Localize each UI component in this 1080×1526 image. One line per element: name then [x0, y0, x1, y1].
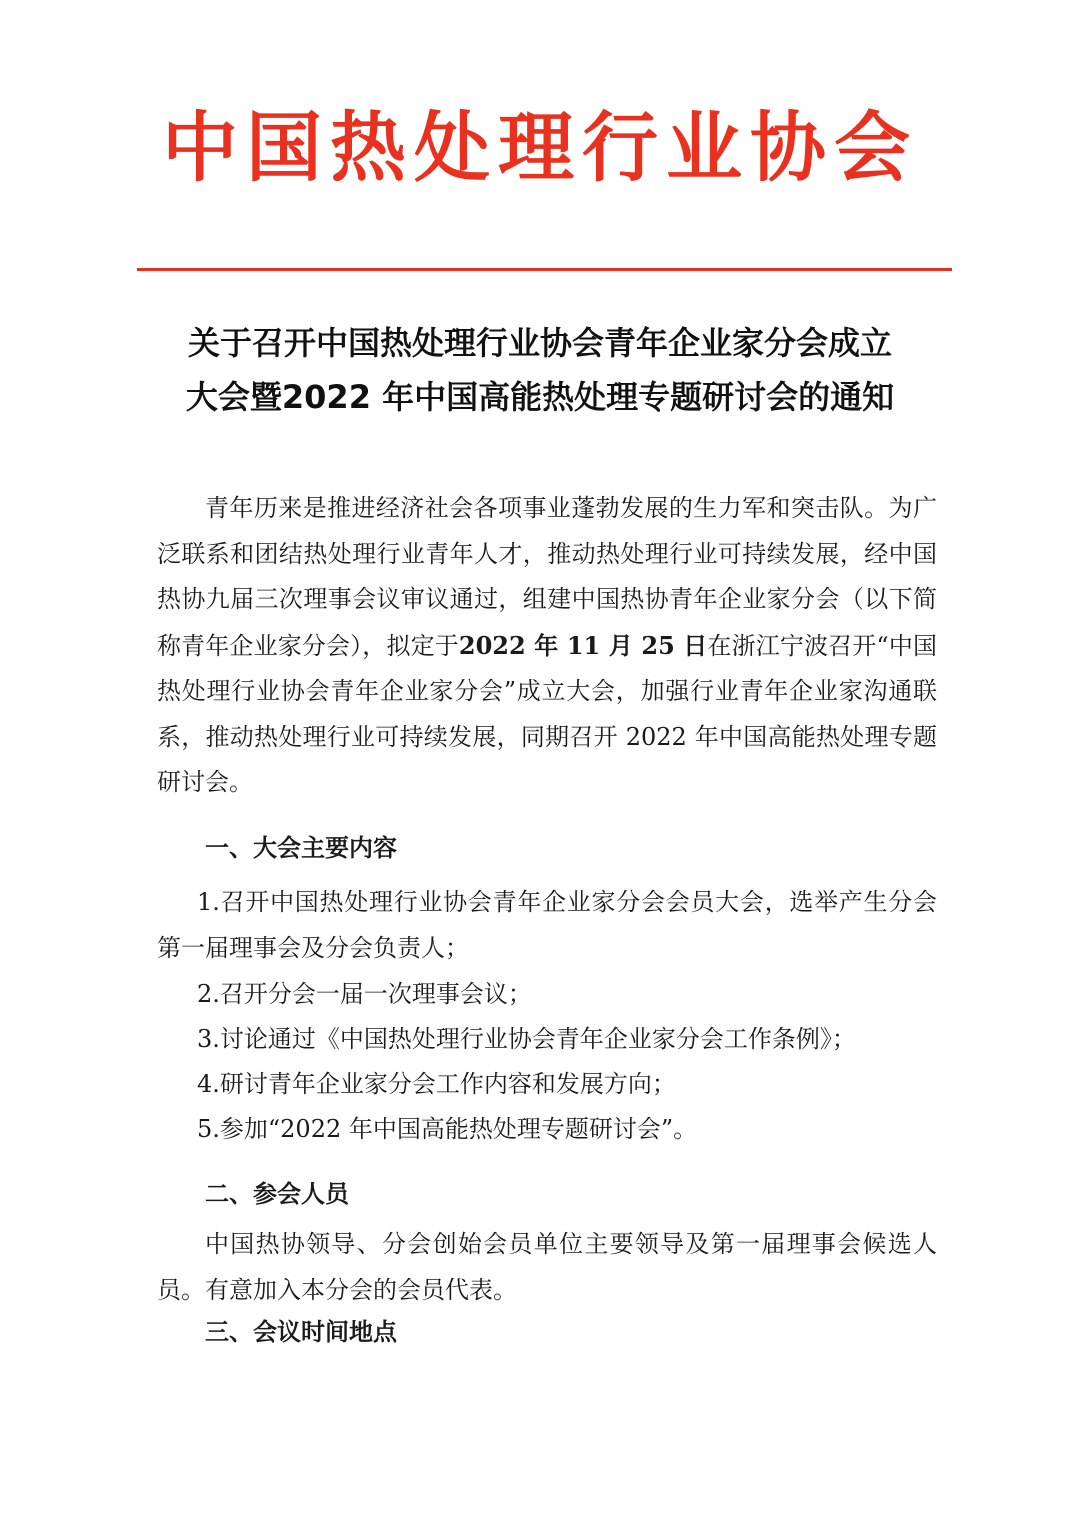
letterhead-org-name: 中国热处理行业协会	[162, 103, 918, 192]
meeting-date: 2022 年 11 月 25 日	[458, 630, 708, 660]
intro-text-part-1: 青年历来是推进经济社会各项事业蓬勃发展的生力军和突击队。为广泛联系和团结热处理行业青年人才，推动热处理行业可持续发展，经中国热协九届三次理事会议审议通过，组建中国热协青年企业家分会（以下简称青年企业家分会），拟定于	[157, 494, 937, 660]
section-1-item-4: 4.研讨青年企业家分会工作内容和发展方向；	[197, 1070, 676, 1098]
section-3-heading: 三、会议时间地点	[205, 1318, 397, 1346]
section-2-paragraph: 中国热协领导、分会创始会员单位主要领导及第一届理事会候选人员。有意加入本分会的会员代表。	[157, 1230, 937, 1304]
section-2-heading: 二、参会人员	[205, 1180, 349, 1208]
section-1-item-1: 1.召开中国热处理行业协会青年企业家分会会员大会，选举产生分会第一届理事会及分会负责人；	[157, 888, 937, 962]
section-1-item-2: 2.召开分会一届一次理事会议；	[197, 980, 532, 1008]
document-title	[130, 316, 950, 424]
intro-paragraph	[157, 486, 937, 806]
letterhead-divider	[137, 268, 952, 271]
intro-text-part-2: 在浙江宁波召开“中国热处理行业协会青年企业家分会”成立大会，加强行业青年企业家沟通联系，推动热处理行业可持续发展，同期召开 2022 年中国高能热处理专题研讨会。	[157, 631, 937, 796]
section-1-item-5: 5.参加“2022 年中国高能热处理专题研讨会”。	[197, 1115, 698, 1143]
document-title-line-2: 大会暨2022 年中国高能热处理专题研讨会的通知	[185, 378, 895, 416]
section-1-item-3: 3.讨论通过《中国热处理行业协会青年企业家分会工作条例》；	[197, 1025, 856, 1053]
section-1-heading: 一、大会主要内容	[205, 834, 397, 862]
document-title-line-1: 关于召开中国热处理行业协会青年企业家分会成立	[187, 324, 892, 362]
